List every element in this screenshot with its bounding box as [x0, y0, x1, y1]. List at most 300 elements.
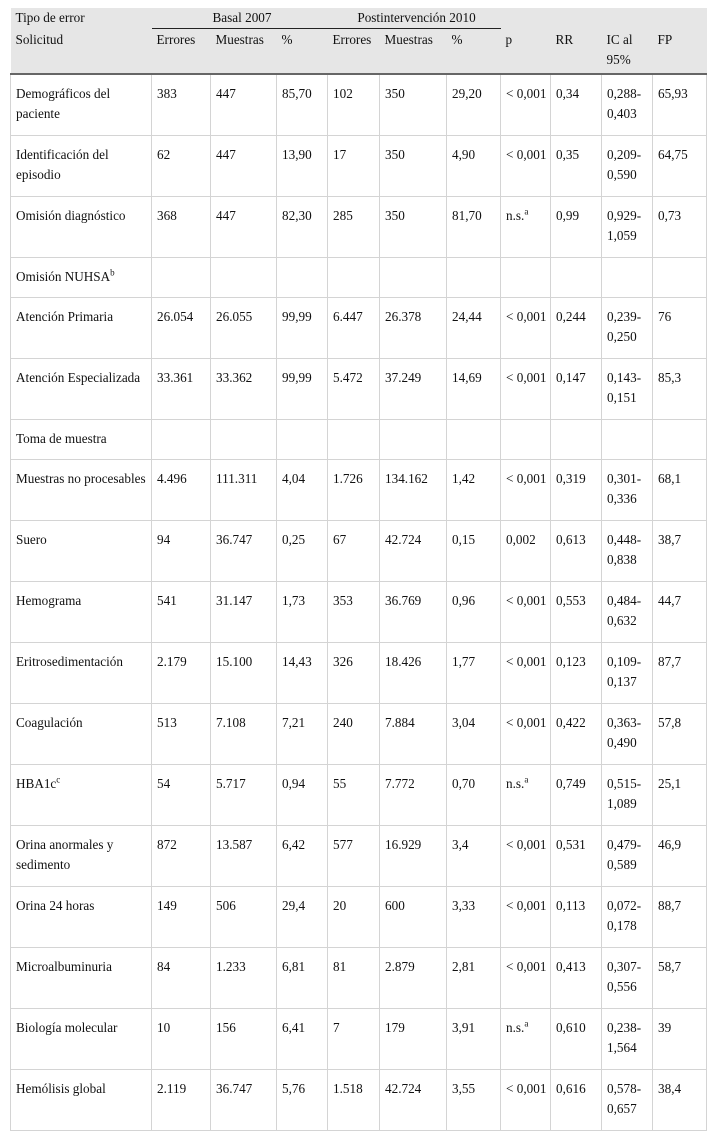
cell-ic95-text: 0,301-0,336	[607, 471, 642, 506]
cell-p-value	[501, 359, 551, 420]
cell-muestras-post	[380, 1070, 447, 1131]
cell-p-value	[501, 765, 551, 826]
cell-pct-basal	[277, 582, 328, 643]
table-row	[11, 521, 707, 582]
cell-fp-text: 76	[658, 309, 672, 324]
cell-pct-post-text: 1,42	[452, 471, 476, 486]
table-row	[11, 643, 707, 704]
cell-fp-text: 38,7	[658, 532, 682, 547]
cell-solicitud-text: HBA1c	[16, 776, 57, 791]
cell-solicitud-text: Demográficos del paciente	[16, 86, 111, 121]
cell-ic95	[602, 136, 653, 197]
cell-errores-post-text: 285	[333, 208, 353, 223]
cell-p-value	[501, 704, 551, 765]
cell-solicitud-text: Eritrosedimentación	[16, 654, 123, 669]
cell-fp	[653, 643, 707, 704]
cell-fp	[653, 521, 707, 582]
cell-pct-post	[447, 887, 501, 948]
cell-muestras-post	[380, 765, 447, 826]
cell-errores-basal-text: 62	[157, 147, 171, 162]
cell-errores-post-text: 5.472	[333, 370, 363, 385]
cell-muestras-basal-text: 26.055	[216, 309, 253, 324]
cell-rr-text: 0,422	[556, 715, 586, 730]
cell-pct-basal-text: 5,76	[282, 1081, 306, 1096]
cell-muestras-basal-text: 447	[216, 86, 236, 101]
cell-fp-text: 68,1	[658, 471, 682, 486]
header-basal-label: Basal 2007	[152, 8, 328, 29]
cell-p-value	[501, 420, 551, 460]
cell-muestras-basal	[211, 74, 277, 136]
cell-solicitud-text: Microalbuminuria	[16, 959, 112, 974]
cell-muestras-post-text: 7.772	[385, 776, 415, 791]
cell-errores-basal-text: 2.119	[157, 1081, 187, 1096]
cell-errores-basal	[152, 74, 211, 136]
header-post-label: Postintervención 2010	[328, 8, 501, 29]
cell-p-value-text: < 0,001	[506, 715, 547, 730]
cell-solicitud	[11, 521, 152, 582]
cell-errores-basal	[152, 420, 211, 460]
cell-solicitud-text: Biología molecular	[16, 1020, 118, 1035]
header-col: %	[277, 29, 328, 74]
cell-p-value	[501, 887, 551, 948]
table-row	[11, 298, 707, 359]
cell-muestras-post-text: 42.724	[385, 1081, 422, 1096]
cell-errores-post	[328, 359, 380, 420]
cell-errores-basal	[152, 826, 211, 887]
cell-solicitud	[11, 887, 152, 948]
cell-muestras-post-text: 18.426	[385, 654, 422, 669]
cell-rr-text: 0,610	[556, 1020, 586, 1035]
cell-rr	[551, 887, 602, 948]
cell-muestras-basal-text: 36.747	[216, 532, 253, 547]
cell-fp	[653, 420, 707, 460]
cell-solicitud-text: Toma de muestra	[16, 431, 107, 446]
cell-errores-post	[328, 298, 380, 359]
cell-pct-basal	[277, 826, 328, 887]
cell-muestras-basal	[211, 582, 277, 643]
cell-ic95	[602, 460, 653, 521]
cell-errores-basal	[152, 359, 211, 420]
cell-pct-post-text: 81,70	[452, 208, 482, 223]
cell-p-value	[501, 74, 551, 136]
cell-ic95	[602, 521, 653, 582]
table-row	[11, 460, 707, 521]
cell-fp	[653, 1009, 707, 1070]
header-col: %	[447, 29, 501, 74]
cell-pct-basal	[277, 1009, 328, 1070]
cell-muestras-basal-text: 13.587	[216, 837, 253, 852]
cell-pct-basal	[277, 136, 328, 197]
cell-solicitud	[11, 460, 152, 521]
cell-p-value-text: < 0,001	[506, 86, 547, 101]
cell-muestras-basal	[211, 298, 277, 359]
cell-rr	[551, 582, 602, 643]
cell-pct-post-text: 2,81	[452, 959, 476, 974]
cell-pct-post	[447, 521, 501, 582]
cell-muestras-post	[380, 704, 447, 765]
table-body	[11, 74, 707, 1131]
cell-pct-basal-text: 1,73	[282, 593, 306, 608]
error-results-table	[10, 8, 707, 1131]
cell-rr	[551, 643, 602, 704]
cell-p-value-text: < 0,001	[506, 959, 547, 974]
cell-p-value-text: < 0,001	[506, 1081, 547, 1096]
cell-errores-basal-text: 872	[157, 837, 177, 852]
cell-errores-basal	[152, 704, 211, 765]
cell-muestras-basal-text: 447	[216, 147, 236, 162]
cell-ic95-text: 0,929-1,059	[607, 208, 642, 243]
header-col: RR	[551, 29, 602, 74]
cell-ic95-text: 0,515-1,089	[607, 776, 642, 811]
cell-ic95	[602, 74, 653, 136]
cell-errores-basal-text: 383	[157, 86, 177, 101]
cell-p-value	[501, 197, 551, 258]
cell-errores-basal-text: 2.179	[157, 654, 187, 669]
cell-muestras-basal-text: 15.100	[216, 654, 253, 669]
cell-p-value	[501, 258, 551, 298]
cell-muestras-post	[380, 136, 447, 197]
cell-rr-text: 0,35	[556, 147, 580, 162]
cell-pct-basal-text: 85,70	[282, 86, 312, 101]
cell-pct-basal	[277, 887, 328, 948]
cell-solicitud-text: Identificación del episodio	[16, 147, 109, 182]
cell-muestras-post-text: 350	[385, 208, 405, 223]
cell-muestras-post-text: 42.724	[385, 532, 422, 547]
cell-ic95	[602, 420, 653, 460]
cell-errores-post-text: 67	[333, 532, 347, 547]
cell-p-value-text: < 0,001	[506, 593, 547, 608]
cell-pct-basal-text: 82,30	[282, 208, 312, 223]
cell-errores-basal	[152, 643, 211, 704]
cell-solicitud	[11, 136, 152, 197]
cell-solicitud-text: Muestras no procesables	[16, 471, 146, 486]
cell-solicitud	[11, 582, 152, 643]
cell-pct-basal-text: 14,43	[282, 654, 312, 669]
cell-muestras-basal	[211, 420, 277, 460]
cell-errores-basal-text: 26.054	[157, 309, 194, 324]
cell-pct-post	[447, 643, 501, 704]
cell-muestras-basal	[211, 826, 277, 887]
cell-pct-post-text: 3,4	[452, 837, 469, 852]
cell-rr-text: 0,99	[556, 208, 580, 223]
cell-rr-text: 0,749	[556, 776, 586, 791]
cell-errores-basal	[152, 1070, 211, 1131]
cell-fp-text: 85,3	[658, 370, 682, 385]
cell-errores-post	[328, 258, 380, 298]
table-row	[11, 582, 707, 643]
cell-errores-post-text: 240	[333, 715, 353, 730]
cell-errores-post-text: 6.447	[333, 309, 363, 324]
footnote-marker: b	[110, 267, 115, 278]
cell-ic95	[602, 1070, 653, 1131]
cell-muestras-post-text: 179	[385, 1020, 405, 1035]
cell-pct-post-text: 0,15	[452, 532, 476, 547]
cell-muestras-basal-text: 31.147	[216, 593, 253, 608]
cell-ic95-text: 0,578-0,657	[607, 1081, 642, 1116]
cell-ic95-text: 0,307-0,556	[607, 959, 642, 994]
cell-muestras-basal	[211, 460, 277, 521]
cell-pct-basal	[277, 298, 328, 359]
cell-errores-basal-text: 84	[157, 959, 171, 974]
cell-fp	[653, 765, 707, 826]
header-col: p	[501, 29, 551, 74]
cell-rr	[551, 74, 602, 136]
cell-p-value	[501, 521, 551, 582]
cell-pct-basal-text: 6,81	[282, 959, 306, 974]
cell-muestras-post-text: 16.929	[385, 837, 422, 852]
cell-pct-post-text: 3,55	[452, 1081, 476, 1096]
cell-errores-basal-text: 94	[157, 532, 171, 547]
cell-errores-basal	[152, 197, 211, 258]
cell-solicitud	[11, 74, 152, 136]
cell-rr	[551, 460, 602, 521]
cell-errores-post-text: 7	[333, 1020, 340, 1035]
cell-rr-text: 0,553	[556, 593, 586, 608]
cell-muestras-basal	[211, 1009, 277, 1070]
cell-muestras-basal	[211, 521, 277, 582]
cell-p-value	[501, 298, 551, 359]
cell-pct-post-text: 1,77	[452, 654, 476, 669]
cell-ic95	[602, 826, 653, 887]
cell-muestras-basal-text: 36.747	[216, 1081, 253, 1096]
cell-muestras-basal	[211, 258, 277, 298]
cell-p-value-text: < 0,001	[506, 309, 547, 324]
cell-ic95	[602, 298, 653, 359]
cell-pct-post	[447, 1009, 501, 1070]
cell-fp-text: 46,9	[658, 837, 682, 852]
cell-errores-basal	[152, 258, 211, 298]
cell-pct-post	[447, 74, 501, 136]
cell-muestras-post-text: 37.249	[385, 370, 422, 385]
header-col: Muestras	[211, 29, 277, 74]
cell-p-value-text: n.s.	[506, 776, 525, 791]
cell-solicitud-text: Hemólisis global	[16, 1081, 106, 1096]
cell-pct-post	[447, 704, 501, 765]
cell-fp	[653, 136, 707, 197]
cell-muestras-post	[380, 420, 447, 460]
cell-solicitud	[11, 298, 152, 359]
cell-errores-basal-text: 54	[157, 776, 171, 791]
cell-pct-post-text: 3,91	[452, 1020, 476, 1035]
header-col: Errores	[152, 29, 211, 74]
cell-muestras-post-text: 350	[385, 86, 405, 101]
cell-solicitud	[11, 765, 152, 826]
cell-pct-basal	[277, 460, 328, 521]
cell-muestras-basal	[211, 765, 277, 826]
cell-rr-text: 0,413	[556, 959, 586, 974]
cell-p-value-text: < 0,001	[506, 837, 547, 852]
cell-p-value	[501, 643, 551, 704]
cell-pct-basal-text: 29,4	[282, 898, 306, 913]
cell-fp-text: 39	[658, 1020, 672, 1035]
cell-muestras-post-text: 134.162	[385, 471, 428, 486]
cell-errores-basal	[152, 887, 211, 948]
cell-rr	[551, 1009, 602, 1070]
cell-solicitud	[11, 1009, 152, 1070]
cell-muestras-basal	[211, 704, 277, 765]
table-row	[11, 359, 707, 420]
cell-ic95-text: 0,363-0,490	[607, 715, 642, 750]
cell-solicitud	[11, 359, 152, 420]
cell-pct-post	[447, 298, 501, 359]
table-row	[11, 887, 707, 948]
cell-solicitud-text: Hemograma	[16, 593, 82, 608]
cell-p-value-text: < 0,001	[506, 471, 547, 486]
cell-errores-post-text: 1.518	[333, 1081, 363, 1096]
cell-muestras-basal-text: 33.362	[216, 370, 253, 385]
header-empty	[501, 8, 707, 29]
cell-pct-basal	[277, 258, 328, 298]
cell-muestras-post	[380, 887, 447, 948]
cell-muestras-post	[380, 460, 447, 521]
cell-p-value-text: < 0,001	[506, 370, 547, 385]
cell-pct-basal	[277, 521, 328, 582]
cell-fp-text: 25,1	[658, 776, 682, 791]
cell-errores-basal-text: 541	[157, 593, 177, 608]
cell-muestras-post	[380, 74, 447, 136]
cell-ic95	[602, 258, 653, 298]
cell-solicitud	[11, 704, 152, 765]
cell-pct-basal	[277, 74, 328, 136]
cell-ic95	[602, 887, 653, 948]
cell-p-value	[501, 826, 551, 887]
cell-errores-post	[328, 74, 380, 136]
header-tipo-de-error: Tipo de error	[11, 8, 152, 29]
cell-muestras-basal-text: 5.717	[216, 776, 246, 791]
cell-ic95-text: 0,143-0,151	[607, 370, 642, 405]
cell-pct-basal-text: 6,41	[282, 1020, 306, 1035]
cell-errores-post	[328, 521, 380, 582]
cell-fp-text: 88,7	[658, 898, 682, 913]
cell-muestras-basal-text: 1.233	[216, 959, 246, 974]
table-header	[11, 8, 707, 74]
cell-pct-basal	[277, 643, 328, 704]
cell-fp-text: 58,7	[658, 959, 682, 974]
cell-rr-text: 0,616	[556, 1081, 586, 1096]
cell-muestras-basal	[211, 1070, 277, 1131]
cell-solicitud	[11, 826, 152, 887]
table-row	[11, 258, 707, 298]
cell-p-value-text: n.s.	[506, 1020, 525, 1035]
cell-fp	[653, 258, 707, 298]
cell-ic95	[602, 643, 653, 704]
cell-fp	[653, 359, 707, 420]
cell-muestras-post-text: 350	[385, 147, 405, 162]
cell-rr-text: 0,147	[556, 370, 586, 385]
cell-pct-post-text: 4,90	[452, 147, 476, 162]
cell-errores-post	[328, 1009, 380, 1070]
table-row	[11, 1070, 707, 1131]
cell-solicitud	[11, 197, 152, 258]
table-row	[11, 74, 707, 136]
cell-solicitud-text: Suero	[16, 532, 47, 547]
cell-rr-text: 0,244	[556, 309, 586, 324]
table-row	[11, 420, 707, 460]
cell-errores-post-text: 81	[333, 959, 347, 974]
cell-ic95-text: 0,484-0,632	[607, 593, 642, 628]
cell-rr	[551, 420, 602, 460]
cell-errores-post	[328, 197, 380, 258]
table-row	[11, 765, 707, 826]
cell-solicitud-text: Omisión diagnóstico	[16, 208, 126, 223]
cell-pct-post-text: 29,20	[452, 86, 482, 101]
cell-rr	[551, 765, 602, 826]
cell-muestras-post	[380, 582, 447, 643]
cell-fp-text: 87,7	[658, 654, 682, 669]
cell-errores-basal	[152, 521, 211, 582]
cell-muestras-post	[380, 298, 447, 359]
cell-pct-post-text: 0,70	[452, 776, 476, 791]
cell-muestras-basal	[211, 643, 277, 704]
cell-errores-post	[328, 1070, 380, 1131]
cell-pct-post-text: 14,69	[452, 370, 482, 385]
cell-muestras-post-text: 600	[385, 898, 405, 913]
cell-rr-text: 0,113	[556, 898, 586, 913]
cell-muestras-post	[380, 643, 447, 704]
cell-p-value	[501, 582, 551, 643]
cell-pct-basal	[277, 359, 328, 420]
cell-muestras-basal-text: 7.108	[216, 715, 246, 730]
cell-muestras-post	[380, 826, 447, 887]
header-group-post	[328, 8, 501, 29]
cell-fp-text: 44,7	[658, 593, 682, 608]
cell-errores-post	[328, 643, 380, 704]
cell-ic95-text: 0,072-0,178	[607, 898, 642, 933]
cell-errores-basal-text: 4.496	[157, 471, 187, 486]
cell-muestras-post-text: 26.378	[385, 309, 422, 324]
cell-solicitud-text: Orina anormales y sedimento	[16, 837, 114, 872]
cell-rr-text: 0,319	[556, 471, 586, 486]
footnote-marker: a	[524, 1018, 529, 1029]
cell-p-value-text: < 0,001	[506, 147, 547, 162]
header-col: Errores	[328, 29, 380, 74]
cell-pct-basal	[277, 197, 328, 258]
cell-pct-basal-text: 13,90	[282, 147, 312, 162]
table-row	[11, 704, 707, 765]
cell-pct-basal	[277, 704, 328, 765]
cell-pct-basal	[277, 420, 328, 460]
cell-pct-post	[447, 765, 501, 826]
cell-fp	[653, 704, 707, 765]
table-row	[11, 136, 707, 197]
footnote-marker: c	[56, 774, 61, 785]
cell-rr	[551, 258, 602, 298]
cell-pct-basal-text: 6,42	[282, 837, 306, 852]
cell-ic95-text: 0,238-1,564	[607, 1020, 642, 1055]
cell-rr-text: 0,123	[556, 654, 586, 669]
cell-p-value-text: < 0,001	[506, 898, 547, 913]
cell-ic95	[602, 1009, 653, 1070]
cell-fp	[653, 887, 707, 948]
cell-pct-basal-text: 7,21	[282, 715, 306, 730]
cell-muestras-basal-text: 111.311	[216, 471, 258, 486]
cell-solicitud	[11, 258, 152, 298]
table-row	[11, 826, 707, 887]
cell-rr	[551, 298, 602, 359]
cell-fp	[653, 582, 707, 643]
cell-solicitud-text: Atención Primaria	[16, 309, 114, 324]
cell-muestras-post	[380, 1009, 447, 1070]
header-col: Muestras	[380, 29, 447, 74]
cell-pct-basal-text: 4,04	[282, 471, 306, 486]
cell-ic95-text: 0,209-0,590	[607, 147, 642, 182]
cell-pct-basal	[277, 765, 328, 826]
cell-rr-text: 0,531	[556, 837, 586, 852]
cell-fp	[653, 1070, 707, 1131]
cell-pct-basal-text: 99,99	[282, 370, 312, 385]
cell-p-value-text: < 0,001	[506, 654, 547, 669]
cell-solicitud	[11, 643, 152, 704]
